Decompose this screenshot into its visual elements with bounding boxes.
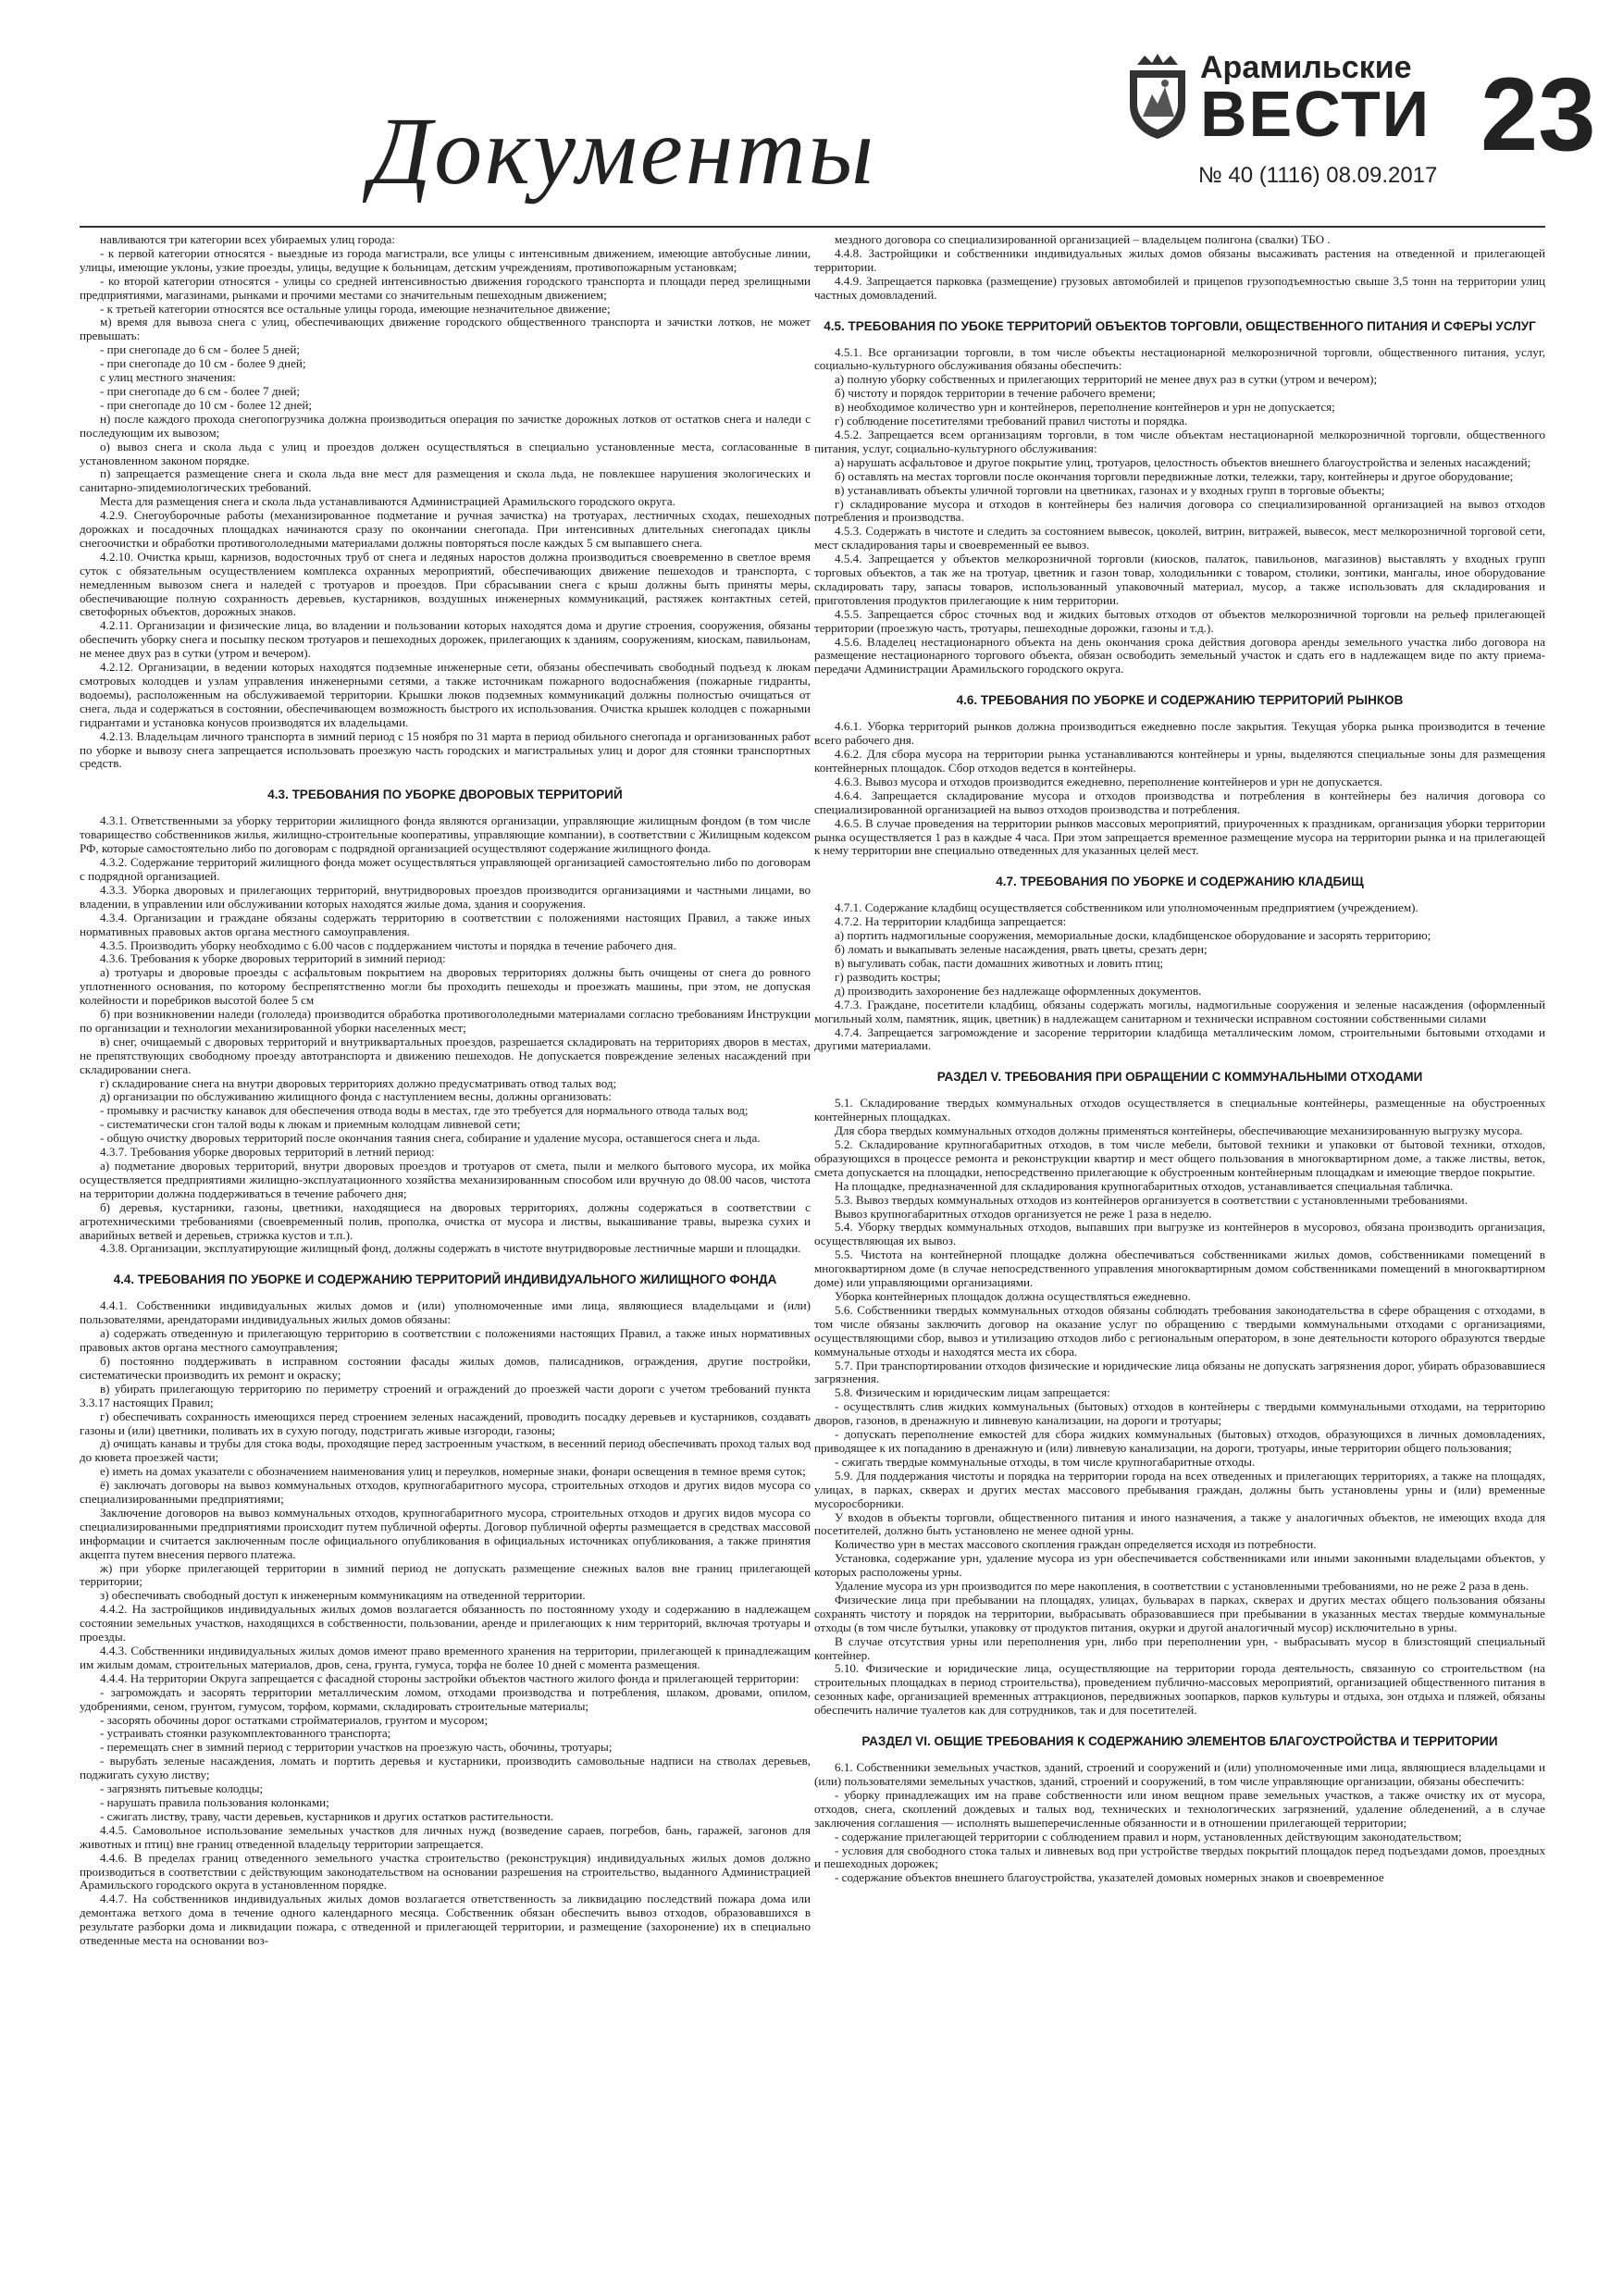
paragraph: о) вывоз снега и скола льда с улиц и проездов должен осуществляться в специально установленные места, согласованные в установленном законом порядке. xyxy=(80,439,811,467)
paragraph: з) обеспечивать свободный доступ к инженерным коммуникациям на отведенной территории. xyxy=(100,1588,586,1603)
left-column xyxy=(80,233,811,1948)
paragraph: б) ломать и выкапывать зеленые насаждения, рвать цветы, срезать дерн; xyxy=(835,942,1208,957)
paragraph: Удаление мусора из урн производится по мере накопления, в соответствии с установленными требованиями, но не реже 2 раза в день. xyxy=(835,1579,1530,1594)
paragraph: б) при возникновении наледи (гололеда) производится обработка противогололедными материалами согласно требованиям Инструкции по организации и технологии механизированной уборки населенных мест; xyxy=(80,1007,811,1035)
paragraph: - перемещать снег в зимний период с территории участков на проезжую часть, обочины, тротуары; xyxy=(100,1740,613,1755)
paragraph: д) очищать канавы и трубы для стока воды, проходящие перед застроенным участком, в весенний период обеспечивать проход талых вод до кювета проезжей части; xyxy=(80,1436,811,1465)
paragraph: 5.6. Собственники твердых коммунальных отходов обязаны соблюдать требования законодательства в сфере обращения с отходами, в том числе обязаны заключить договор на оказание услуг по обращению с твердыми коммунальными отходами с организациями, осуществляющими сбор, вывоз и утилизацию отходов либо с региональным оператором, в зоне деятельности которого образуются твердые коммунальные отходы и находятся места их сбора. xyxy=(814,1302,1545,1359)
page-number: 23 xyxy=(1481,56,1596,172)
paragraph: - сжигать твердые коммунальные отходы, в том числе крупногабаритные отходы. xyxy=(835,1454,1256,1469)
section-4-3-body xyxy=(80,814,811,1256)
section-4-5-body xyxy=(814,346,1545,677)
paragraph: в) выгуливать собак, пасти домашних животных и ловить птиц; xyxy=(835,955,1164,970)
paragraph: 4.2.11. Организации и физические лица, во владении и пользовании которых находятся дома и другие строения, сооружения, обязаны обеспечить уборку снега и посыпку песком тротуаров и пешеходных дорожек, прилегающих к зданиям, сооружениям, киоскам, павильонам, не менее двух раз в сутки (утром и вечером). xyxy=(80,618,811,661)
paragraph: В случае отсутствия урны или переполнения урн, либо при переполнении урн, - выбрасывать мусор в близстоящий специальный контейнер. xyxy=(814,1633,1545,1662)
paragraph: в) устанавливать объекты уличной торговли на цветниках, газонах и у входных групп в торговые объекты; xyxy=(835,482,1385,497)
paragraph: навливаются три категории всех убираемых улиц города: xyxy=(100,232,395,246)
paragraph: 5.1. Складирование твердых коммунальных отходов осуществляется в специальные контейнеры, размещенные на обустроенных контейнерных площадках. xyxy=(814,1096,1545,1124)
paragraph: - к третьей категории относятся все остальные улицы города, имеющие незначительное движение; xyxy=(100,301,611,316)
paragraph: 5.3. Вывоз твердых коммунальных отходов из контейнеров организуется в соответствии с установленными требованиями. xyxy=(835,1192,1468,1207)
paragraph: - загрязнять питьевые колодцы; xyxy=(100,1781,264,1796)
paragraph: - при снегопаде до 6 см - более 7 дней; xyxy=(100,383,300,398)
paragraph: - уборку принадлежащих им на праве собственности или ином вещном праве земельных участков, а также очистку их от мусора, отходов, снега, скоплений дождевых и талых вод, технических и технологических загрязнений, удаление обледенений, а в случае заключения соглашения — исполнять вышеперечисленные обязанности и в отношении прилегающей территории; xyxy=(814,1787,1545,1830)
section-heading-4-5: 4.5. ТРЕБОВАНИЯ ПО УБОКЕ ТЕРРИТОРИЙ ОБЪЕКТОВ ТОРГОВЛИ, ОБЩЕСТВЕННОГО ПИТАНИЯ И СФЕРЫ УСЛУГ xyxy=(824,318,1536,333)
paragraph: 4.7.2. На территории кладбища запрещается: xyxy=(835,914,1067,929)
paragraph: г) складирование снега на внутри дворовых территориях должно предусматривать отвод талых вод; xyxy=(100,1075,617,1090)
paragraph: 4.6.4. Запрещается складирование мусора и отходов производства и потребления в контейнеры без наличия договора со специализированной организацией на вывоз отходов производства и потребления. xyxy=(814,788,1545,816)
paragraph: У входов в объекты торговли, общественного питания и иного назначения, а также у аналогичных объектов, не имеющих входа для посетителей, должно быть установлено не менее одной урны. xyxy=(814,1509,1545,1538)
paragraph: 4.3.8. Организации, эксплуатирующие жилищный фонд, должны содержать в чистоте внутридворовые лестничные марши и площадки. xyxy=(100,1241,801,1256)
paragraph: - общую очистку дворовых территорий после окончания таяния снега, собирание и удаление мусора, оставшегося снега и льда. xyxy=(100,1131,761,1146)
paragraph: - условия для свободного стока талых и ливневых вод при устройстве твердых покрытий площадок перед подъездами домов, проездных и пешеходных дорожек; xyxy=(814,1843,1545,1871)
paragraph: 4.5.6. Владелец нестационарного объекта на день окончания срока действия договора аренды земельного участка либо договора на размещение нестационарного торгового объекта, обязан освободить земельный участок и сдать его в надлежащем виде по акту приема-передачи Администрации Арамильского городского округа. xyxy=(814,634,1545,676)
section-heading-v: РАЗДЕЛ V. ТРЕБОВАНИЯ ПРИ ОБРАЩЕНИИ С КОММУНАЛЬНЫМИ ОТХОДАМИ xyxy=(936,1070,1423,1085)
paragraph: - содержание объектов внешнего благоустройства, указателей домовых номерных знаков и своевременное xyxy=(835,1870,1384,1885)
paragraph: д) производить захоронение без надлежаще оформленных документов. xyxy=(835,983,1202,998)
coat-of-arms-icon xyxy=(1124,52,1191,141)
section-4-7-body xyxy=(814,901,1545,1053)
paragraph: 4.4.9. Запрещается парковка (размещение) грузовых автомобилей и прицепов грузоподъемностью свыше 3,5 тонн на территории улиц частных домовладений. xyxy=(814,273,1545,302)
paragraph: в) убирать прилегающую территорию по периметру строений и ограждений до проезжей части дороги с учетом требований пункта 3.3.17 настоящих Правил; xyxy=(80,1381,811,1409)
paragraph: мездного договора со специализированной организацией – владельцем полигона (свалки) ТБО . xyxy=(835,232,1331,246)
paragraph: 4.3.2. Содержание территорий жилищного фонда может осуществляться управляющей организацией самостоятельно либо по договорам с подрядной организацией. xyxy=(80,855,811,883)
section-heading-4-4: 4.4. ТРЕБОВАНИЯ ПО УБОРКЕ И СОДЕРЖАНИЮ ТЕРРИТОРИЙ ИНДИВИДУАЛЬНОГО ЖИЛИЩНОГО ФОНДА xyxy=(113,1272,777,1287)
paragraph: - при снегопаде до 10 см - более 12 дней; xyxy=(100,397,313,412)
paragraph: - при снегопаде до 10 см - более 9 дней; xyxy=(100,356,306,371)
paragraph: - допускать переполнение емкостей для сбора жидких коммунальных (бытовых) отходов, образующихся в личных домовладениях, приводящее к их попаданию в дренажную и (или) ливневую канализации, на дороги, тротуары, иные территории общего пользования; xyxy=(814,1427,1545,1455)
paragraph: г) разводить костры; xyxy=(835,969,941,984)
newspaper-logo xyxy=(1124,35,1439,192)
paragraph: - вырубать зеленые насаждения, ломать и портить деревья и кустарники, производить самовольные надписи на стволах деревьев, поджигать сухую листву; xyxy=(80,1754,811,1782)
paragraph: е) иметь на домах указатели с обозначением наименования улиц и переулков, номерные знаки, фонари освещения в темное время суток; xyxy=(100,1464,806,1479)
paragraph: м) время для вывоза снега с улиц, обеспечивающих движение городского общественного транспорта и зачистки лотков, не может превышать: xyxy=(80,315,811,343)
paragraph: б) постоянно поддерживать в исправном состоянии фасады жилых домов, палисадников, ограждения, другие постройки, систематически производить их ремонт и окраску; xyxy=(80,1353,811,1382)
paragraph: - нарушать правила пользования колонками; xyxy=(100,1794,329,1809)
paragraph: - промывку и расчистку канавок для обеспечения отвода воды в местах, где это требуется для нормального отвода талых вод; xyxy=(100,1103,749,1118)
paragraph: ё) заключать договоры на вывоз коммунальных отходов, крупногабаритного мусора, строительных отходов и других видов мусора со специализированными предприятиями; xyxy=(80,1478,811,1507)
paragraph: - осуществлять слив жидких коммунальных (бытовых) отходов в контейнеры с твердыми коммунальными отходами, на территорию дворов, газонов, в дренажную и ливневую канализации, на дороги и тротуары; xyxy=(814,1399,1545,1428)
paragraph: с улиц местного значения: xyxy=(100,370,236,385)
paragraph: а) полную уборку собственных и прилегающих территорий не менее двух раз в сутки (утром и вечером); xyxy=(835,372,1378,387)
paragraph: 4.5.3. Содержать в чистоте и следить за состоянием вывесок, цоколей, витрин, витражей, вывесок, мест мелкорозничной торговой сети, мест складирования тары и своевременный ее вывоз. xyxy=(814,524,1545,552)
paragraph: 4.5.1. Все организации торговли, в том числе объекты нестационарной мелкорозничной торговли, общественного питания, услуг, социально-культурного обслуживания обязаны обеспечить: xyxy=(814,344,1545,373)
section-heading-4-7: 4.7. ТРЕБОВАНИЯ ПО УБОРКЕ И СОДЕРЖАНИЮ КЛАДБИЩ xyxy=(996,875,1364,889)
paragraph: 4.4.4. На территории Округа запрещается с фасадной стороны застройки объектов частного жилого фонда и прилегающей территории: xyxy=(100,1670,799,1685)
paragraph: 4.3.1. Ответственными за уборку территории жилищного фонда являются организации, управляющие жилищным фондом (в том числе товарищество собственников жилья, жилищно-строительные кооперативы, управляющие компании), в соответствии с Жилищным кодексом РФ, которые самостоятельно либо по договорам с подрядной организацией осуществляют содержание жилищного фонда. xyxy=(80,813,811,856)
paragraph: 4.2.9. Снегоуборочные работы (механизированное подметание и ручная зачистка) на тротуарах, лестничных сходах, пешеходных дорожках и посадочных площадках начинаются сразу по окончании снегопада. При интенсивных длительных снегопадах циклы снегоочистки и обработки противогололедными материалами должны повторяться после каждых 5 см выпавшего снега. xyxy=(80,508,811,550)
section-4-6-body xyxy=(814,720,1545,858)
paragraph: г) обеспечивать сохранность имеющихся перед строением зеленых насаждений, проводить посадку деревьев и кустарников, создавать газоны и (или) цветники, поливать их в сухую погоду, подстригать живые изгороди, газоны; xyxy=(80,1409,811,1437)
paragraph: 4.6.1. Уборка территорий рынков должна производиться ежедневно после закрытия. Текущая уборка рынка производится в течение всего рабочего дня. xyxy=(814,719,1545,748)
paragraph: 4.3.5. Производить уборку необходимо с 6.00 часов с поддержанием чистоты и порядка в течение рабочего дня. xyxy=(100,937,676,952)
right-column xyxy=(814,233,1545,1885)
paragraph: - устраивать стоянки разукомплектованного транспорта; xyxy=(100,1726,391,1741)
paragraph: 4.5.2. Запрещается всем организациям торговли, в том числе объектам нестационарной мелкорозничной торговли, общественного питания, услуг, социально-культурного обслуживания: xyxy=(814,427,1545,455)
paragraph: - содержание прилегающей территории с соблюдением правил и норм, установленных действующим законодательством; xyxy=(835,1829,1462,1843)
paragraph: Для сбора твердых коммунальных отходов должны применяться контейнеры, обеспечивающие механизированную выгрузку мусора. xyxy=(835,1123,1523,1138)
paragraph: а) подметание дворовых территорий, внутри дворовых проездов и тротуаров от смета, пыли и мелкого бытового мусора, их мойка осуществляется предприятиями жилищно-эксплуатационного хозяйства механизированным способом или вручную до 08.00 часов, чистота на территории должна поддерживаться в течение рабочего дня; xyxy=(80,1159,811,1200)
paragraph: На площадке, предназначенной для складирования крупногабаритных отходов, устанавливается специальная табличка. xyxy=(835,1178,1454,1193)
paragraph: б) оставлять на местах торговли после окончания торговли передвижные лотки, тележки, тару, контейнеры и другое оборудование; xyxy=(835,468,1514,483)
left-intro xyxy=(80,233,811,771)
paragraph: 4.5.5. Запрещается сброс сточных вод и жидких бытовых отходов от объектов мелкорозничной торговли на рельеф прилегающей территории (проезжую часть, тротуары, пешеходные дорожки, газоны и т.д.). xyxy=(814,606,1545,635)
paragraph: Заключение договоров на вывоз коммунальных отходов, крупногабаритного мусора, строительных отходов и других видов мусора со специализированными предприятиями происходит путем публичной оферты. Договор публичной оферты размещается в средствах массовой информации и считается заключенным после официального опубликования в официальных источниках опубликования, а также принятия акцепта путем внесения первого платежа. xyxy=(80,1505,811,1561)
paragraph: а) содержать отведенную и прилегающую территорию в соответствии с положениями настоящих Правил, а также иных нормативных правовых актов органа местного самоуправления; xyxy=(80,1326,811,1355)
paragraph: 4.3.3. Уборка дворовых и прилегающих территорий, внутридворовых проездов производится организациями и частными лицами, во владении, в управлении или обслуживании которых находятся жилые дома, здания и сооружения. xyxy=(80,882,811,911)
logo-wordmark-small: Арамильские xyxy=(1200,50,1412,85)
paragraph: н) после каждого прохода снегопогрузчика должна производиться операция по зачистке дорожных лотков от остатков снега и наледи с последующим их вывозом; xyxy=(80,411,811,440)
masthead xyxy=(65,0,1596,222)
paragraph: а) нарушать асфальтовое и другое покрытие улиц, тротуаров, целостность объектов внешнего благоустройства и зеленых насаждений; xyxy=(835,454,1531,469)
paragraph: г) соблюдение посетителями требований правил чистоты и порядка. xyxy=(835,414,1188,428)
section-vi-body xyxy=(814,1761,1545,1885)
paragraph: 4.4.2. На застройщиков индивидуальных жилых домов возлагается обязанность по постоянному уходу и содержанию в надлежащем состоянии земельных участков, находящихся в собственности, пользовании, аренде и прилегающих к ним территорий, включая тротуары и проезды. xyxy=(80,1602,811,1644)
section-v-body xyxy=(814,1097,1545,1718)
paragraph: 4.6.3. Вывоз мусора и отходов производится ежедневно, переполнение контейнеров и урн не допускается. xyxy=(835,774,1382,788)
paragraph: 4.2.10. Очистка крыш, карнизов, водосточных труб от снега и ледяных наростов должна производиться своевременно в светлое время суток с обязательным осуществлением комплекса охранных мероприятий, обеспечивающих движение пешеходов и транспорта, с немедленным вывозом снега и наледей с тротуаров и проездов. При сбрасывании снега с крыш должны быть приняты меры, обеспечивающие полную сохранность деревьев, кустарников, воздушных инженерных коммуникаций, растяжек контактных сетей, светофорных объектов, дорожных знаков. xyxy=(80,549,811,619)
paragraph: 5.2. Складирование крупногабаритных отходов, в том числе мебели, бытовой техники и упаковки от бытовой техники, отходов, образующихся в процессе ремонта и реконструкции квартир и мест общего пользования в многоквартирном доме, а также листвы, веток, смета допускается на площадки, непосредственно прилегающие к обустроенным контейнерным площадкам и имеющие твердое покрытие. xyxy=(814,1137,1545,1179)
paragraph: Уборка контейнерных площадок должна осуществляться ежедневно. xyxy=(835,1289,1191,1303)
paragraph: - загромождать и засорять территории металлическим ломом, отходами производства и потребления, шлаком, дровами, опилом, удобрениями, сеном, грунтом, гумусом, торфом, кормами, складировать строительные материалы; xyxy=(80,1684,811,1713)
paragraph: 5.5. Чистота на контейнерной площадке должна обеспечиваться собственниками жилых домов, собственниками помещений в многоквартирном доме (в случае непосредственного управления многоквартирным домом собственниками помещений в многоквартирном доме) или управляющими организациями. xyxy=(814,1247,1545,1290)
paragraph: 6.1. Собственники земельных участков, зданий, строений и сооружений и (или) уполномоченные ими лица, являющиеся владельцами и (или) пользователями земельных участков, зданий, строений и сооружений, в том числе управляющие организации, обязаны обеспечить: xyxy=(814,1760,1545,1788)
paragraph: 4.4.7. На собственников индивидуальных жилых домов возлагается ответственность за ликвидацию последствий пожара дома или демонтажа ветхого дома в течение одного календарного месяца. Собственник обязан обеспечить вывоз отходов, образовавшихся в результате разборки дома и ликвидации пожара, с отведенной и прилегающей территории, и размещение (захоронение) их в специально отведенные места на основании воз- xyxy=(80,1892,811,1948)
section-title: Документы xyxy=(370,98,877,205)
paragraph: а) портить надмогильные сооружения, мемориальные доски, кладбищенское оборудование и засорять территорию; xyxy=(835,928,1431,943)
paragraph: 4.6.2. Для сбора мусора на территории рынка устанавливаются контейнеры и урны, выделяются специальные зоны для размещения контейнерных площадок. Сбор отходов ведется в контейнеры. xyxy=(814,747,1545,775)
paragraph: 4.7.4. Запрещается загромождение и засорение территории кладбища металлическим ломом, строительными бытовыми отходами и другими материалами. xyxy=(814,1024,1545,1053)
paragraph: 4.4.6. В пределах границ отведенного земельного участка строительство (реконструкция) индивидуальных жилых домов должно производиться в соответствии с действующим законодательством на основании разрешения на строительство, выданного Администрацией Арамильского городского округа в установленном порядке. xyxy=(80,1850,811,1893)
paragraph: Физические лица при пребывании на площадях, улицах, бульварах в парках, скверах и других местах общего пользования обязаны сохранять чистоту и порядок на территории, выбрасывать образовавшиеся при пребывании в указанных местах твердые коммунальные отходы (в том числе бутылки, упаковку от продуктов питания, окурки и другой аналогичный мусор) исключительно в урны. xyxy=(814,1592,1545,1634)
paragraph: - сжигать листву, траву, части деревьев, кустарников и других остатков растительности. xyxy=(100,1808,554,1823)
paragraph: в) необходимое количество урн и контейнеров, переполнение контейнеров и урн не допускается; xyxy=(835,400,1335,415)
paragraph: 4.4.8. Застройщики и собственники индивидуальных жилых домов обязаны высаживать растения на отведенной и прилегающей территории. xyxy=(814,245,1545,274)
right-intro xyxy=(814,233,1545,303)
paragraph: Вывоз крупногабаритных отходов организуется не реже 1 раза в неделю. xyxy=(835,1206,1212,1221)
paragraph: ж) при уборке прилегающей территории в зимний период не допускать размещение снежных валов вне границ прилегающей территории; xyxy=(80,1560,811,1589)
issue-number-date: № 40 (1116) 08.09.2017 xyxy=(1198,163,1438,188)
paragraph: д) организации по обслуживанию жилищного фонда с наступлением весны, должны организовать: xyxy=(100,1089,612,1104)
paragraph: Установка, содержание урн, удаление мусора из урн обеспечивается собственниками или иными законными владельцами объектов, у которых расположены урны. xyxy=(814,1551,1545,1580)
paragraph: - ко второй категории относятся - улицы со средней интенсивностью движения городского транспорта и площади перед зрелищными предприятиями, магазинами, рынками и прочими местами со значительным пешеходным движением; xyxy=(80,273,811,302)
header-divider xyxy=(80,226,1545,228)
paragraph: 5.10. Физические и юридические лица, осуществляющие на территории города деятельность, связанную со строительством (на строительных площадках в период строительства), проведением публично-массовых мероприятий, организацией общественного питания в сезонных кафе, организацией временных аттракционов, передвижных зоопарков, парков культуры и отдыха, зон отдыха и пляжей, обязаны обеспечить наличие туалетов как для сотрудников, так и для посетителей. xyxy=(814,1661,1545,1718)
paragraph: 4.4.3. Собственники индивидуальных жилых домов имеют право временного хранения на территории, прилегающей к принадлежащим им жилым домам, строительных материалов, дров, сена, грунта, гумуса, торфа не более 10 дней с момента размещения. xyxy=(80,1644,811,1671)
paragraph: в) снег, очищаемый с дворовых территорий и внутриквартальных проездов, разрешается складировать на территориях дворов в местах, не препятствующих свободному проезду автотранспорта и движению пешеходов. Не допускается повреждение зеленых насаждений при складировании снега. xyxy=(80,1034,811,1076)
paragraph: б) деревья, кустарники, газоны, цветники, находящиеся на дворовых территориях, должны содержаться в соответствии с агротехническими требованиями (своевременный полив, прополка, очистка от мусора и листвы, выкашивание травы, вырезка сухих и аварийных ветвей и деревьев, стрижка кустов и т.п.). xyxy=(80,1199,811,1242)
paragraph: Места для размещения снега и скола льда устанавливаются Администрацией Арамильского городского округа. xyxy=(100,494,675,509)
paragraph: 4.5.4. Запрещается у объектов мелкорозничной торговли (киосков, палаток, павильонов, магазинов) выставлять у входных групп торговых объектов, а так же на тротуар, цветник и газон товар, холодильники с товаром, столики, зонтики, мангалы, иное оборудование складировать тару, запасы товаров, использованный упаковочный материал, мусор, а также использовать для складирования и приготовления продуктов прилегающие к ним территории. xyxy=(814,552,1545,607)
paragraph: 4.6.5. В случае проведения на территории рынков массовых мероприятий, приуроченных к праздникам, организация уборки территории рынка осуществляется 1 раз в каждые 4 часа. При этом запрещается временное размещение мусора на территории рынка и на прилегающей к нему территории вне специально отведенных для указанных целей мест. xyxy=(814,815,1545,858)
paragraph: 5.9. Для поддержания чистоты и порядка на территории города на всех отведенных и прилегающих территориях, а также на площадях, улицах, в парках, скверах и других местах массового пребывания граждан, должны быть установлены урны и (или) временные мусоросборники. xyxy=(814,1468,1545,1510)
paragraph: 4.3.7. Требования уборке дворовых территорий в летний период: xyxy=(100,1145,435,1160)
paragraph: 5.7. При транспортировании отходов физические и юридические лица обязаны не допускать загрязнения дорог, убирать образовавшиеся загрязнения. xyxy=(814,1358,1545,1386)
paragraph: - при снегопаде до 6 см - более 5 дней; xyxy=(100,342,300,357)
paragraph: - систематически сгон талой воды к люкам и приемным колодцам ливневой сети; xyxy=(100,1117,521,1132)
logo-wordmark-big: ВЕСТИ xyxy=(1200,78,1431,150)
paragraph: Количество урн в местах массового скопления граждан определяется исходя из потребности. xyxy=(835,1537,1317,1552)
paragraph: - засорять обочины дорог остатками стройматериалов, грунтом и мусором; xyxy=(100,1712,489,1727)
paragraph: 4.4.1. Собственники индивидуальных жилых домов и (или) уполномоченные ими лица, являющиеся владельцами и (или) пользователями, арендаторами индивидуальных жилых домов обязаны: xyxy=(80,1298,811,1327)
paragraph: п) запрещается размещение снега и скола льда вне мест для размещения и скола льда, не повлекшее нарушения экологических и санитарно-эпидемиологических требований. xyxy=(80,466,811,495)
paragraph: 5.4. Уборку твердых коммунальных отходов, выпавших при выгрузке из контейнеров в мусоровоз, обязана производить организация, осуществляющая их вывоз. xyxy=(814,1220,1545,1248)
paragraph: а) тротуары и дворовые проезды с асфальтовым покрытием на дворовых территориях должны быть очищены от снега до ровного уплотненного основания, по которому беспрепятственно могли бы проходить пешеходы и проезжать машины, при этом, не допуская колейности и поребриков высотой более 5 см xyxy=(80,965,811,1008)
section-heading-vi: РАЗДЕЛ VI. ОБЩИЕ ТРЕБОВАНИЯ К СОДЕРЖАНИЮ ЭЛЕМЕНТОВ БЛАГОУСТРОЙСТВА И ТЕРРИТОРИИ xyxy=(861,1734,1498,1749)
paragraph: 4.2.13. Владельцам личного транспорта в зимний период с 15 ноября по 31 марта в период обильного снегопада и организованных работ по уборке и вывозу снега запрещается использовать проезжую часть городских и магистральных улиц и дорог для стоянки транспортных средств. xyxy=(80,728,811,771)
paragraph: 4.7.1. Содержание кладбищ осуществляется собственником или уполномоченным предприятием (учреждением). xyxy=(835,900,1419,915)
paragraph: 4.7.3. Граждане, посетители кладбищ, обязаны содержать могилы, надмогильные сооружения и зеленые насаждения (оформленный могильный холм, памятник, ящик, цветник) в надлежащем санитарном и технически исправном состоянии собственными силами xyxy=(814,997,1545,1025)
section-4-4-body xyxy=(80,1299,811,1948)
paragraph: 4.2.12. Организации, в ведении которых находятся подземные инженерные сети, обязаны обеспечивать свободный подъезд к люкам смотровых колодцев и узлам управления инженерными сетями, а также источникам пожарного водоснабжения (пожарные гидранты, водоемы), расположенным на обслуживаемой территории. Крышки люков подземных коммуникаций должны полностью очищаться от снега, льда и содержаться в состоянии, обеспечивающем возможность быстрого их использования. Очистка крышек колодцев с пожарными гидрантами и установка конусов производятся их владельцами. xyxy=(80,660,811,729)
section-heading-4-3: 4.3. ТРЕБОВАНИЯ ПО УБОРКЕ ДВОРОВЫХ ТЕРРИТОРИЙ xyxy=(267,788,623,802)
paragraph: б) чистоту и порядок территории в течение рабочего времени; xyxy=(835,386,1156,401)
paragraph: 4.3.6. Требования к уборке дворовых территорий в зимний период: xyxy=(100,951,446,966)
paragraph: г) складирование мусора и отходов в контейнеры без наличия договора со специализированной организацией на вывоз отходов потребления и производства. xyxy=(814,496,1545,525)
paragraph: - к первой категории относятся - выездные из города магистрали, все улицы с интенсивным движением, имеющие автобусные линии, улицы, имеющие уклоны, узкие проезды, улицы, ведущие к больницам, детским учреждениям, противопожарным установкам; xyxy=(80,245,811,274)
paragraph: 4.4.5. Самовольное использование земельных участков для личных нужд (возведение сараев, погребов, бань, гаражей, загонов для животных и птиц) вне границ отведенной владельцу территории запрещается. xyxy=(80,1822,811,1851)
paragraph: 4.3.4. Организации и граждане обязаны содержать территорию в соответствии с положениями настоящих Правил, а также иных нормативных правовых актов органа местного самоуправления. xyxy=(80,910,811,938)
section-heading-4-6: 4.6. ТРЕБОВАНИЯ ПО УБОРКЕ И СОДЕРЖАНИЮ ТЕРРИТОРИЙ РЫНКОВ xyxy=(956,693,1404,708)
paragraph: 5.8. Физическим и юридическим лицам запрещается: xyxy=(835,1385,1110,1400)
